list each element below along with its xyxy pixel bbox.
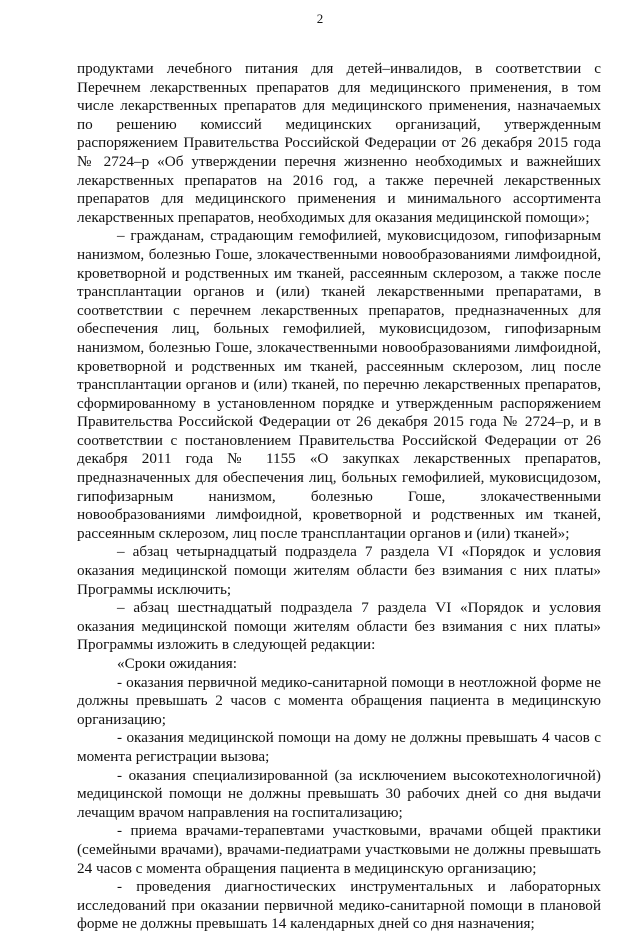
paragraph-urgent-care: - оказания первичной медико-санитарной помощи в неотложной форме не должны превышать 2 часов с момента обращения пациента в медицинскую организацию;: [77, 673, 601, 728]
paragraph-primary-reception: - приема врачами-терапевтами участковыми, врачами общей практики (семейными врачами), врачами-педиатрами участковыми не должны превышать 24 часов с момента обращения пациента в медицинскую организацию;: [77, 822, 601, 877]
paragraph-diagnostics: - проведения диагностических инструментальных и лабораторных исследований при оказании первичной медико-санитарной помощи в плановой форме не должны превышать 14 календарных дней со дня назначения;: [77, 878, 601, 933]
paragraph-exclude-abzac-14: – абзац четырнадцатый подраздела 7 раздела VI «Порядок и условия оказания медицинской помощи жителям области без взимания с них платы» Программы исключить;: [77, 543, 601, 598]
paragraph-continuation: продуктами лечебного питания для детей–инвалидов, в соответствии с Перечнем лекарственных препаратов для медицинского применения, в том числе лекарственных препаратов для медицинского применения, назначаемых по решению комиссий медицинских организаций, утвержденным распоряжением Правительства Российской Федерации от 26 декабря 2015 года № 2724–р «Об утверждении перечня жизненно необходимых и важнейших лекарственных препаратов на 2016 год, а также перечней лекарственных препаратов для медицинского применения и минимального ассортимента лекарственных препаратов, необходимых для оказания медицинской помощи»;: [77, 60, 601, 226]
paragraph-abzac-16: – абзац шестнадцатый подраздела 7 раздела VI «Порядок и условия оказания медицинской помощи жителям области без взимания с них платы» Программы изложить в следующей редакции:: [77, 599, 601, 654]
paragraph-home-care: - оказания медицинской помощи на дому не должны превышать 4 часов с момента регистрации вызова;: [77, 729, 601, 765]
document-body: [77, 60, 601, 934]
paragraph-hemophilia: – гражданам, страдающим гемофилией, муковисцидозом, гипофизарным нанизмом, болезнью Гоше, злокачественными новообразованиями лимфоидной, кроветворной и родственных им тканей, рассеянным склерозом, а также после трансплантации органов и (или) тканей лекарственными препаратами, в соответствии с перечнем лекарственных препаратов, предназначенных для обеспечения лиц, больных гемофилией, муковисцидозом, гипофизарным нанизмом, болезнью Гоше, злокачественными новообразованиями лимфоидной, кроветворной и родственных им тканей, рассеянным склерозом, лиц после трансплантации органов и (или) тканей, по перечню лекарственных препаратов, сформированному в установленном порядке и утвержденным распоряжением Правительства Российской Федерации от 26 декабря 2015 года № 2724–р, и в соответствии с постановлением Правительства Российской Федерации от 26 декабря 2011 года № 1155 «О закупках лекарственных препаратов, предназначенных для обеспечения лиц, больных гемофилией, муковисцидозом, гипофизарным нанизмом, болезнью Гоше, злокачественными новообразованиями лимфоидной, кроветворной и родственных им тканей, рассеянным склерозом, лиц после трансплантации органов и (или) тканей»;: [77, 227, 601, 542]
page-number: 2: [316, 11, 324, 26]
paragraph-waiting-times-heading: «Сроки ожидания:: [117, 655, 237, 672]
paragraph-specialized-care: - оказания специализированной (за исключением высокотехнологичной) медицинской помощи не должны превышать 30 рабочих дней со дня выдачи лечащим врачом направления на госпитализацию;: [77, 766, 601, 821]
